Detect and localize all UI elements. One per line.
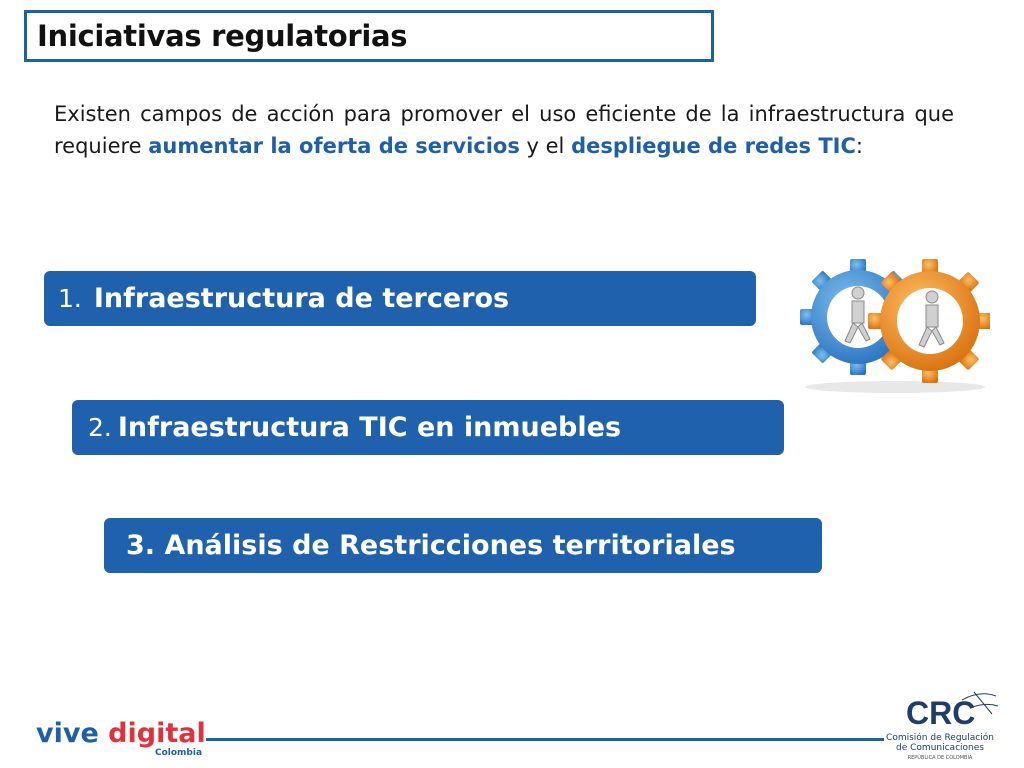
vive-digital-subtitle: Colombia xyxy=(155,748,203,758)
footer-divider xyxy=(206,738,884,741)
intro-text-3: : xyxy=(855,134,863,158)
item-label-2: Infraestructura TIC en inmuebles xyxy=(117,412,622,443)
item-number-1: 1. xyxy=(58,284,82,313)
crc-line-3: REPÚBLICA DE COLOMBIA xyxy=(907,755,973,761)
item-bar-2 xyxy=(72,400,784,455)
svg-text:CRC: CRC xyxy=(906,695,976,731)
intro-paragraph xyxy=(54,98,954,162)
item-bar-3 xyxy=(104,518,822,573)
slide-title: Iniciativas regulatorias xyxy=(37,19,408,53)
intro-highlight-1: aumentar la oferta de servicios xyxy=(148,134,520,158)
title-box xyxy=(24,10,714,62)
item-number-2: 2. xyxy=(88,413,112,442)
item-label-1: Infraestructura de terceros xyxy=(93,283,510,314)
gears-illustration xyxy=(800,255,990,395)
vive-digital-logo: vive digital xyxy=(36,718,206,749)
crc-line-2: de Comunicaciones xyxy=(896,743,984,753)
item-label-3: 3. Análisis de Restricciones territoriales xyxy=(126,530,736,561)
intro-text-1: Existen campos de acción para promover el uso eficiente de la infraestructura que requiere xyxy=(54,102,954,158)
crc-logo-icon xyxy=(900,688,1000,732)
item-bar-1 xyxy=(44,271,756,326)
intro-highlight-2: despliegue de redes TIC xyxy=(571,134,856,158)
intro-text-2: y el xyxy=(519,134,572,158)
crc-line-1: Comisión de Regulación xyxy=(886,733,994,743)
crc-text xyxy=(880,733,1000,763)
